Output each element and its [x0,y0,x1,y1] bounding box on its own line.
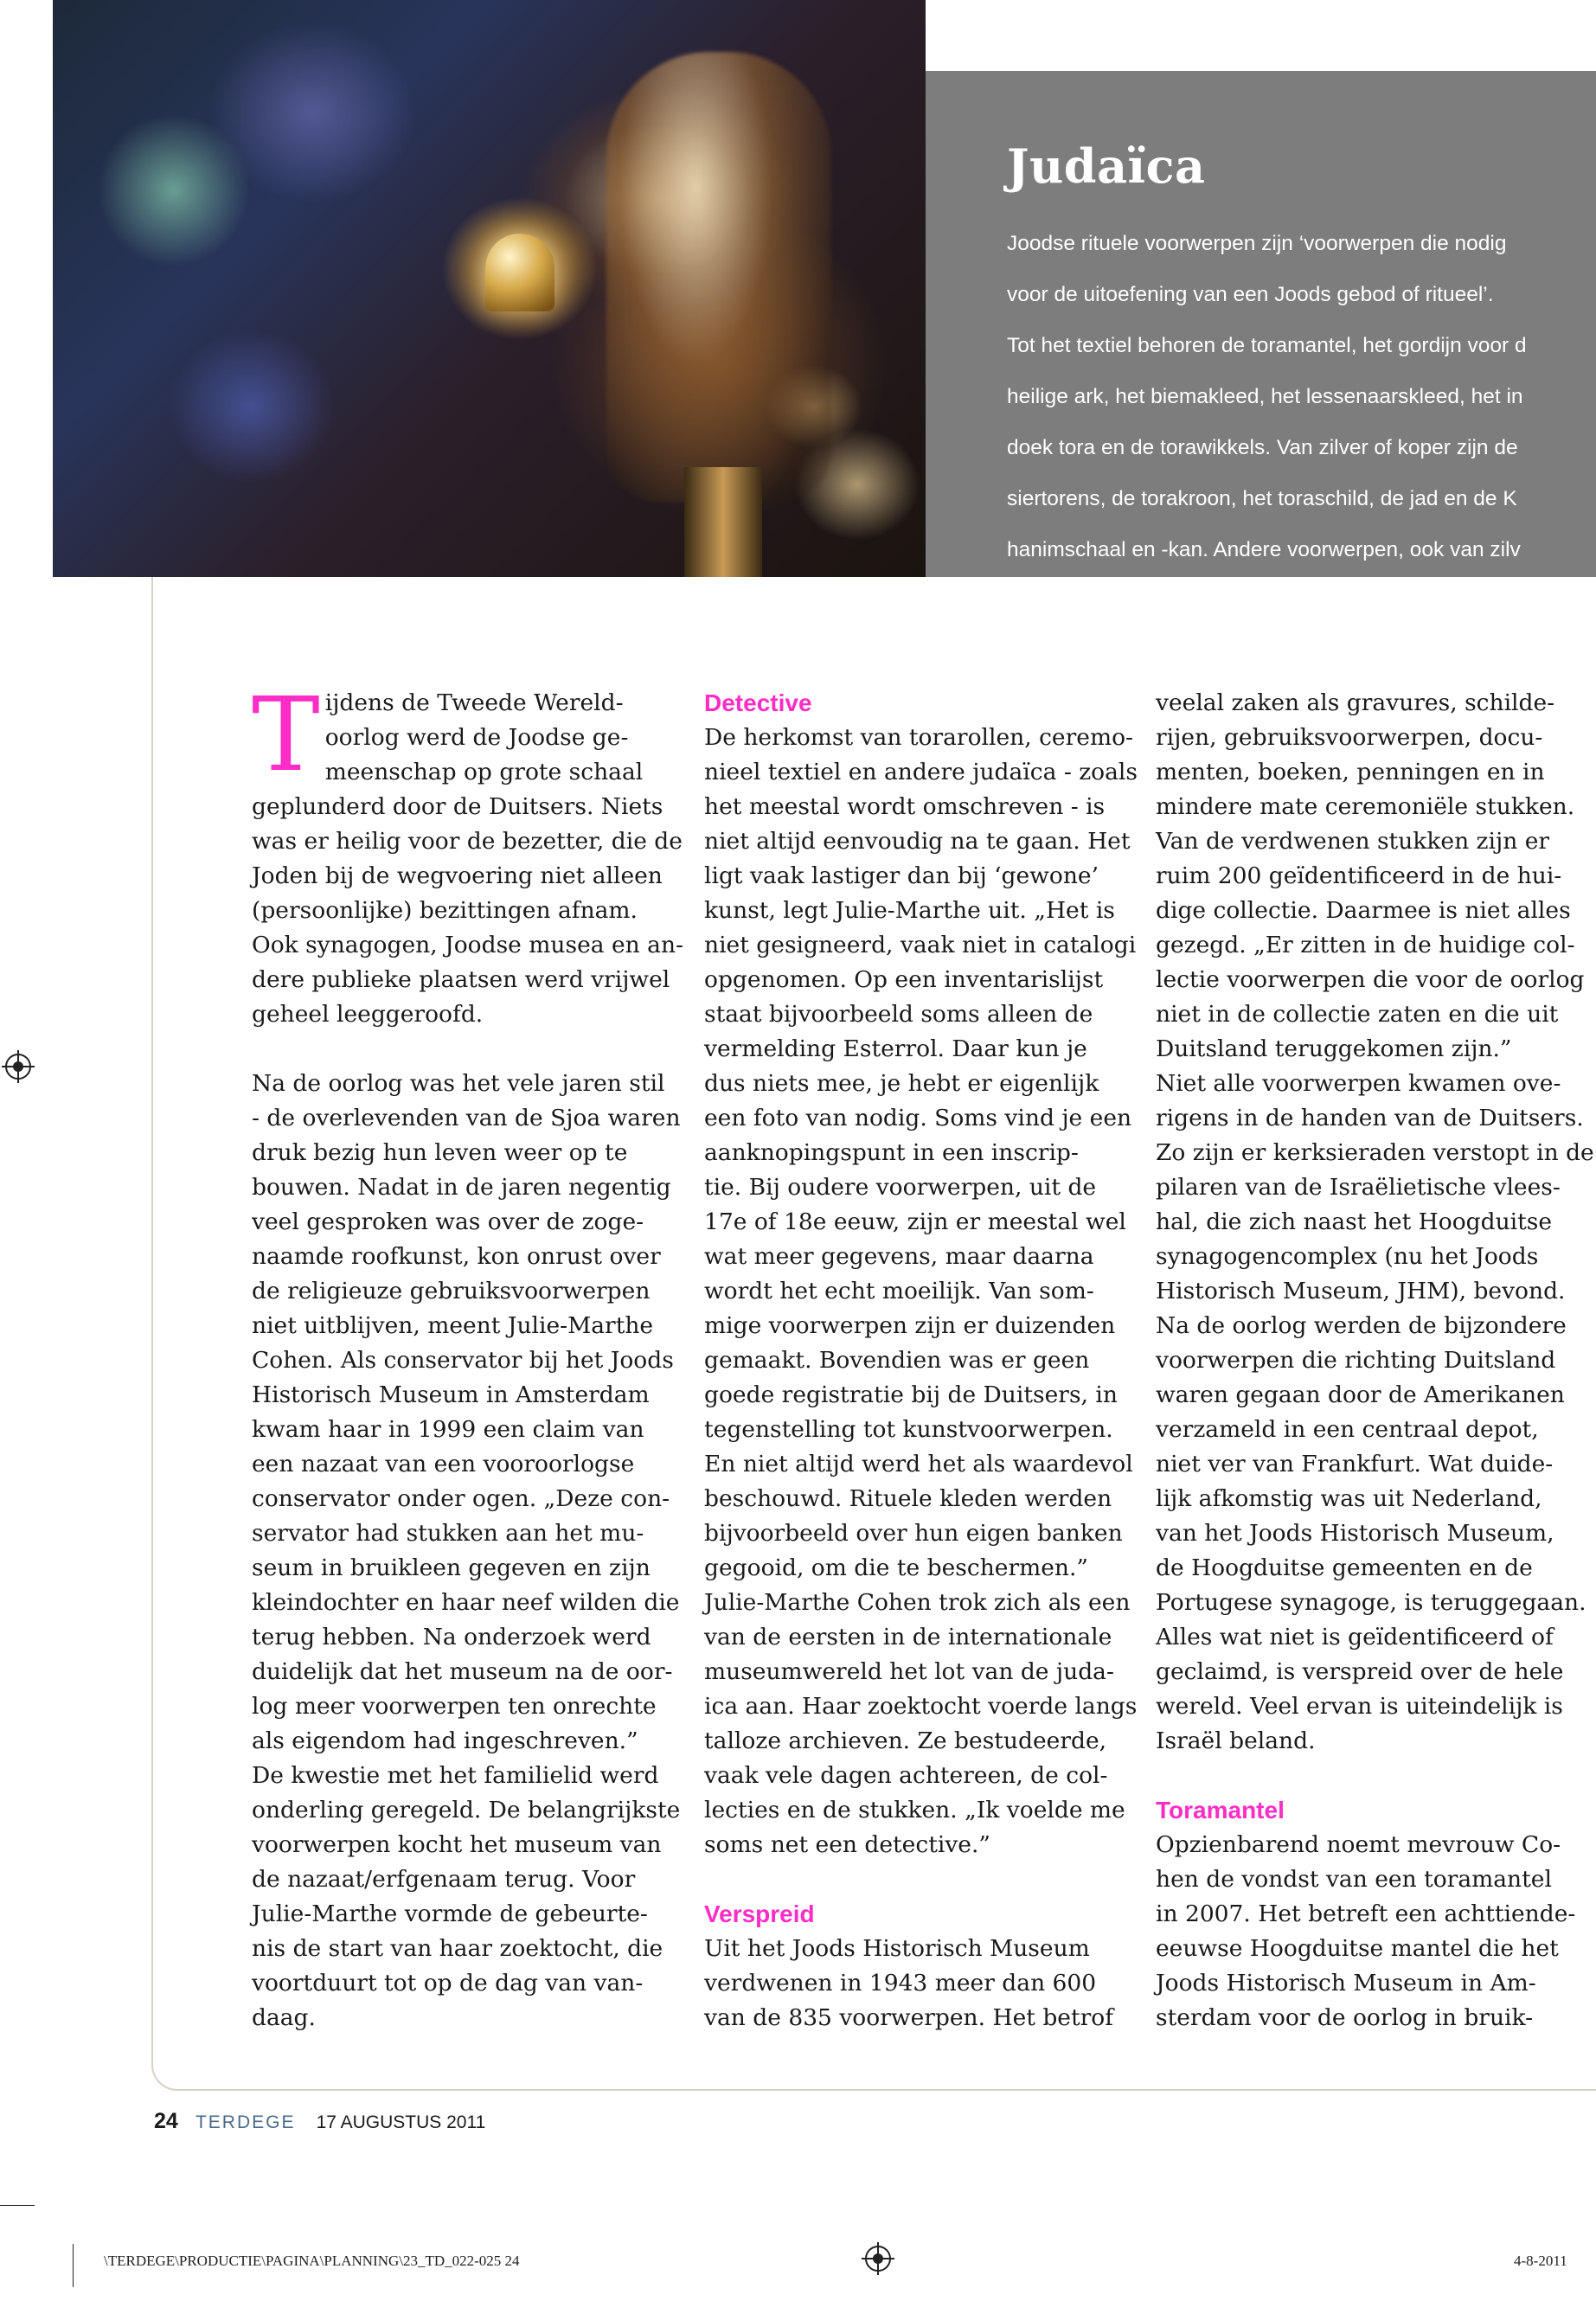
text-line: aanknopingspunt in een inscrip- [704,1139,1079,1166]
text-line: ica aan. Haar zoektocht voerde langs [704,1693,1138,1720]
text-line: geclaimd, is verspreid over de hele [1156,1658,1564,1685]
text-line: soms net een detective.” [704,1831,990,1858]
text-line: ruim 200 geïdentificeerd in de hui- [1156,862,1562,889]
text-line: bijvoorbeeld over hun eigen banken [704,1520,1123,1547]
text-line: niet gesigneerd, vaak niet in catalogi [704,932,1137,958]
text-line: seum in bruikleen gegeven en zijn [252,1554,651,1581]
text-line: verzameld in een centraal depot, [1156,1416,1539,1443]
text-line: dere publieke plaatsen werd vrijwel [252,966,670,993]
text-line: wordt het echt moeilijk. Van som- [704,1278,1094,1304]
text-line: kunst, legt Julie-Marthe uit. „Het is [704,897,1115,924]
text-line: talloze archieven. Ze bestudeerde, [704,1727,1107,1754]
text-line: verdwenen in 1943 meer dan 600 [704,1970,1097,1997]
article-column-2 [704,686,1138,2035]
text-line: vermelding Esterrol. Daar kun je [704,1035,1087,1062]
text-line: beschouwd. Rituele kleden werden [704,1485,1112,1512]
text-line: Na de oorlog was het vele jaren stil [252,1070,665,1097]
text-line: vaak vele dagen achtereen, de col- [704,1762,1108,1789]
text-line: veel gesproken was over de zoge- [252,1208,644,1235]
text-line: rigens in de handen van de Duitsers. [1156,1105,1584,1131]
text-line: ligt vaak lastiger dan bij ‘gewone’ [704,862,1099,889]
drop-cap: T [252,675,320,794]
text-line: Van de verdwenen stukken zijn er [1156,828,1550,855]
issue-date: 17 AUGUSTUS 2011 [316,2112,486,2132]
text-line: hal, die zich naast het Hoogduitse [1156,1208,1553,1235]
text-line: pilaren van de Israëlietische vlees- [1156,1174,1561,1201]
paragraph-2 [252,1067,683,2035]
page-number: 24 [154,2109,178,2133]
article-column-1 [252,675,683,2035]
text-line: dige collectie. Daarmee is niet alles [1156,897,1571,924]
article-column-3 [1156,686,1594,2035]
text-line: Na de oorlog werden de bijzondere [1156,1312,1567,1339]
sidebar-text-line: Joodse rituele voorwerpen zijn ‘voorwerpen die nodig [1007,231,1507,255]
text-line: het meestal wordt omschreven - is [704,793,1106,820]
text-line: menten, boeken, penningen en in [1156,759,1545,785]
text-line: De kwestie met het familielid werd [252,1762,659,1789]
bell-shape [485,234,554,311]
text-line: Duitsland teruggekomen zijn.” [1156,1035,1512,1062]
text-line: staat bijvoorbeeld soms alleen de [704,1001,1093,1028]
text-line: terug hebben. Na onderzoek werd [252,1624,651,1650]
text-line: waren gegaan door de Amerikanen [1156,1381,1565,1408]
text-line: onderling geregeld. De belangrijkste [252,1797,681,1823]
text-line: lectie voorwerpen die voor de oorlog [1156,966,1585,993]
paragraph-detective [704,721,1138,1862]
text-line: rijen, gebruiksvoorwerpen, docu- [1156,724,1543,751]
text-line: opgenomen. Op een inventarislijst [704,966,1104,993]
subhead-detective: Detective [704,689,812,716]
text-line: Julie-Marthe Cohen trok zich als een [704,1589,1131,1616]
text-line: voorwerpen die richting Duitsland [1156,1347,1556,1374]
subhead-toramantel: Toramantel [1156,1797,1285,1823]
text-line: log meer voorwerpen ten onrechte [252,1693,657,1720]
text-line: Ook synagogen, Joodse musea en an- [252,932,683,958]
text-line: van de eersten in de internationale [704,1624,1112,1650]
text-line: conservator onder ogen. „Deze con- [252,1485,670,1512]
text-line: van het Joods Historisch Museum, [1156,1520,1554,1547]
slug-date: 4-8-2011 [1514,2253,1567,2269]
text-line: bouwen. Nadat in de jaren negentig [252,1174,671,1201]
text-line: niet in de collectie zaten en die uit [1156,1001,1559,1028]
text-line: de Hoogduitse gemeenten en de [1156,1554,1533,1581]
sidebar-title: Judaïca [1007,138,1206,194]
text-line: voortduurt tot op de dag van van- [252,1970,644,1997]
text-line: synagogencomplex (nu het Joods [1156,1243,1539,1270]
paragraph-1 [252,790,683,1032]
sidebar-text-line: of koper, zijn de collectebus, de (doos) mitsweplaatjes, [1007,588,1520,612]
crop-mark [73,2244,74,2287]
sidebar-text-line: voor de uitoefening van een Joods gebod of ritueel’. [1007,282,1494,306]
text-line: duidelijk dat het museum na de oor- [252,1658,673,1685]
text-line: 17e of 18e eeuw, zijn er meestal wel [704,1208,1126,1235]
text-line: lecties en de stukken. „Ik voelde me [704,1797,1125,1823]
subhead-verspreid: Verspreid [704,1900,815,1927]
text-line: Julie-Marthe vormde de gebeurte- [252,1900,648,1927]
sidebar-text-line: heilige ark, het biemakleed, het lessenaarskleed, het in [1007,384,1523,408]
text-line: veelal zaken als gravures, schilde- [1156,689,1555,716]
text-line: gezegd. „Er zitten in de huidige col- [1156,932,1575,958]
text-line: nis de start van haar zoektocht, die [252,1935,663,1962]
page-folio [154,2109,485,2134]
text-line: Historisch Museum in Amsterdam [252,1381,650,1408]
text-line: naamde roofkunst, kon onrust over [252,1243,661,1270]
text-line: En niet altijd werd het als waardevol [704,1451,1133,1477]
text-line: niet ver van Frankfurt. Wat duide- [1156,1451,1554,1477]
magazine-name: TERDEGE [195,2112,296,2132]
text-line: wereld. Veel ervan is uiteindelijk is [1156,1693,1563,1720]
text-line: in 2007. Het betreft een achttiende- [1156,1900,1576,1927]
text-line: oorlog werd de Joodse ge- [324,724,629,751]
text-line: sterdam voor de oorlog in bruik- [1156,2004,1534,2031]
text-line: Alles wat niet is geïdentificeerd of [1156,1624,1554,1650]
text-line: museumwereld het lot van de juda- [704,1658,1114,1685]
text-line: Historisch Museum, JHM), bevond. [1156,1278,1566,1304]
registration-mark-icon [5,1054,31,1080]
text-line: meenschap op grote schaal [324,759,644,785]
text-line: Portugese synagoge, is teruggegaan. [1156,1589,1586,1616]
text-line: eeuwse Hoogduitse mantel die het [1156,1935,1559,1962]
ornament-stem-shape [684,467,762,577]
text-line: goede registratie bij de Duitsers, in [704,1381,1118,1408]
text-line: Joden bij de wegvoering niet alleen [252,862,663,889]
sidebar-text-line: doek tora en de torawikkels. Van zilver of koper zijn de [1007,435,1518,459]
text-line: mige voorwerpen zijn er duizenden [704,1312,1116,1339]
text-line: druk bezig hun leven weer op te [252,1139,628,1166]
crop-mark [0,2205,35,2206]
text-line: was er heilig voor de bezetter, die de [252,828,683,855]
silver-ornament-shape [606,52,831,502]
text-line: wat meer gegevens, maar daarna [704,1243,1094,1270]
text-line: geplunderd door de Duitsers. Niets [252,793,663,820]
text-line: Cohen. Als conservator bij het Joods [252,1347,674,1374]
text-line: gegooid, om die te beschermen.” [704,1554,1088,1581]
text-line: ijdens de Tweede Wereld- [324,689,624,716]
sidebar-text-line: Tot het textiel behoren de toramantel, het gordijn voor d [1007,333,1527,357]
text-line: Opzienbarend noemt mevrouw Co- [1156,1831,1561,1858]
text-line: kleindochter en haar neef wilden die [252,1589,680,1616]
text-line: van de 835 voorwerpen. Het betrof [704,2004,1114,2031]
text-line: niet altijd eenvoudig na te gaan. Het [704,828,1131,855]
text-line: hen de vondst van een toramantel [1156,1866,1552,1893]
slug-path: \TERDEGE\PRODUCTIE\PAGINA\PLANNING\23_TD_022-025 24 [104,2253,520,2269]
text-line: lijk afkomstig was uit Nederland, [1156,1485,1542,1512]
text-line: dus niets mee, je hebt er eigenlijk [704,1070,1099,1097]
text-line: niet uitblijven, meent Julie-Marthe [252,1312,654,1339]
text-line: een foto van nodig. Soms vind je een [704,1105,1132,1131]
text-line: tie. Bij oudere voorwerpen, uit de [704,1174,1097,1201]
text-line: kwam haar in 1999 een claim van [252,1416,644,1443]
text-line: geheel leeggeroofd. [252,1001,484,1028]
sidebar-text-line: loelavbus, de collecteschalen, de sjofar (ramshoorn), h [1007,639,1521,663]
text-line: Uit het Joods Historisch Museum [704,1935,1090,1962]
sidebar-text-line: hanimschaal en -kan. Andere voorwerpen, ook van zilv [1007,537,1521,561]
text-line: daag. [252,2004,316,2031]
registration-mark-icon [865,2246,891,2272]
text-line: de religieuze gebruiksvoorwerpen [252,1278,651,1304]
text-line: De herkomst van torarollen, ceremo- [704,724,1133,751]
paragraph-continued [1156,686,1594,1759]
text-line: een nazaat van een vooroorlogse [252,1451,635,1477]
text-line: (persoonlijke) bezittingen afnam. [252,897,638,924]
text-line: als eigendom had ingeschreven.” [252,1727,638,1754]
text-line: de nazaat/erfgenaam terug. Voor [252,1866,636,1893]
text-line: gemaakt. Bovendien was er geen [704,1347,1090,1374]
text-line: mindere mate ceremoniële stukken. [1156,793,1575,820]
text-line: servator had stukken aan het mu- [252,1520,644,1547]
text-line: - de overlevenden van de Sjoa waren [252,1105,681,1131]
text-line: nieel textiel en andere judaïca - zoals [704,759,1138,785]
paragraph-toramantel [1156,1828,1594,2035]
text-line: Israël beland. [1156,1727,1316,1754]
menorah-photo [53,0,926,577]
text-line: tegenstelling tot kunstvoorwerpen. [704,1416,1113,1443]
text-line: Joods Historisch Museum in Am- [1156,1970,1536,1997]
paragraph-verspreid [704,1932,1138,2035]
sidebar-text-line: siertorens, de torakroon, het toraschild, de jad en de K [1007,486,1517,510]
text-line: Zo zijn er kerksieraden verstopt in de [1156,1139,1594,1166]
text-line: Niet alle voorwerpen kwamen ove- [1156,1070,1561,1097]
text-line: voorwerpen kocht het museum van [252,1831,662,1858]
